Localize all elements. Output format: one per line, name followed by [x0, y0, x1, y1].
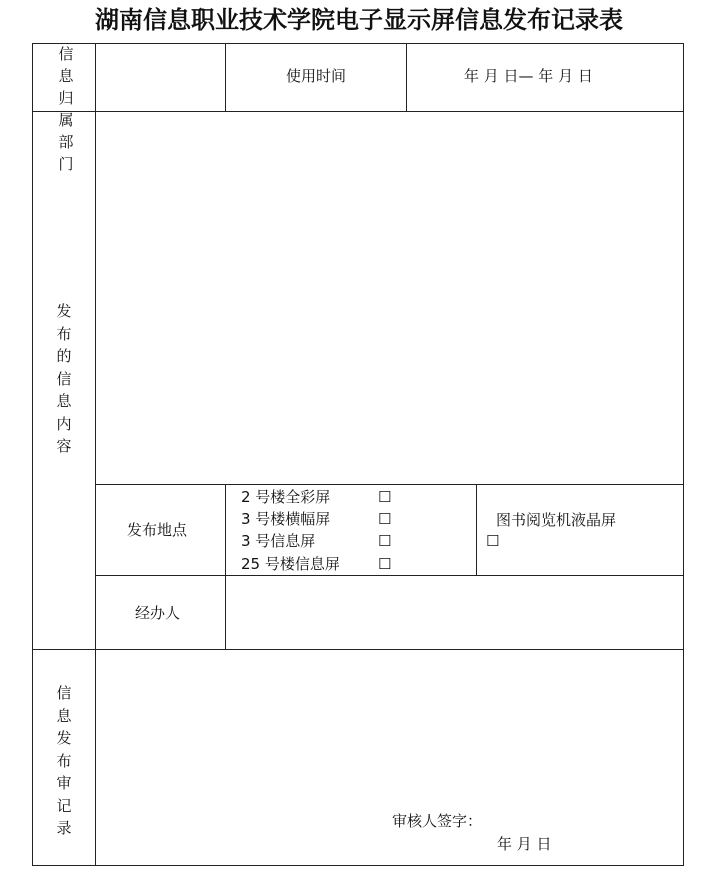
review-area[interactable]: [96, 650, 683, 865]
location-option-2: 3 号楼横幅屏: [241, 510, 331, 528]
table-border-left: [32, 43, 33, 866]
location-label: 发布地点: [127, 521, 188, 539]
divider-header-2: [406, 43, 407, 112]
library-option: 图书阅览机液晶屏: [496, 511, 617, 529]
checkbox-icon[interactable]: ☐: [486, 532, 500, 550]
table-border-bottom: [32, 865, 684, 866]
table-border-right: [683, 43, 684, 866]
location-option-3: 3 号信息屏: [241, 532, 316, 550]
handler-label: 经办人: [135, 604, 181, 622]
dept-label: 信息归属部门: [58, 45, 74, 173]
handler-value-cell[interactable]: [226, 576, 683, 649]
content-area[interactable]: [96, 112, 683, 484]
checkbox-icon[interactable]: ☐: [378, 555, 392, 573]
checkbox-icon[interactable]: ☐: [378, 532, 392, 550]
divider-location-library: [476, 484, 477, 576]
dept-value-cell[interactable]: [96, 44, 225, 111]
checkbox-icon[interactable]: ☐: [378, 488, 392, 506]
divider-content-location: [95, 484, 684, 485]
date-range[interactable]: 年 月 日— 年 月 日: [464, 67, 593, 85]
content-label: 发布的信息内容: [56, 302, 72, 455]
review-date-line: 年 月 日: [497, 835, 552, 853]
reviewer-signature-label: 审核人签字：: [392, 812, 483, 830]
location-option-1: 2 号楼全彩屏: [241, 488, 331, 506]
usage-time-label: 使用时间: [285, 67, 346, 85]
location-option-4: 25 号楼信息屏: [241, 555, 340, 573]
checkbox-icon[interactable]: ☐: [378, 510, 392, 528]
review-label: 信息发布审记录: [56, 684, 72, 837]
page-title: 湖南信息职业技术学院电子显示屏信息发布记录表: [95, 5, 623, 34]
